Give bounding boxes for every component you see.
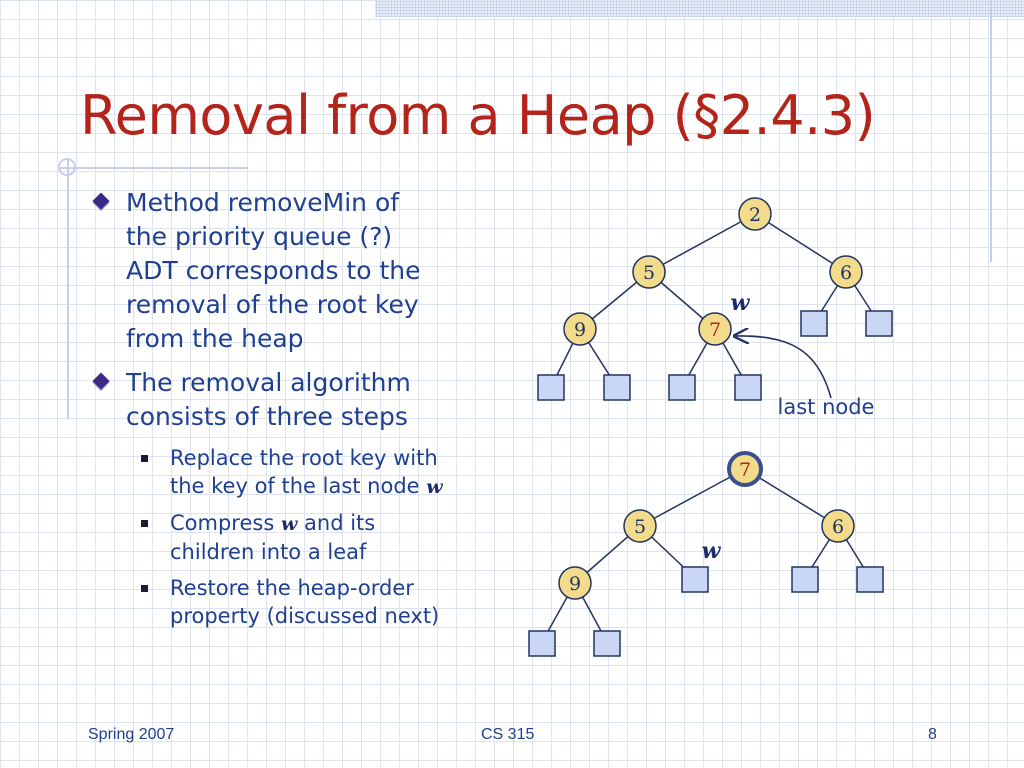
node-key: 6	[839, 262, 853, 284]
node-key: 2	[748, 204, 762, 226]
variable-w: w	[280, 513, 298, 535]
sub-bullet-line: Restore the heap-order	[170, 576, 414, 600]
empty-leaf-node	[792, 567, 818, 592]
node-key: 7	[708, 319, 722, 341]
variable-w: w	[426, 476, 443, 498]
bullet-line: the priority queue (?)	[126, 222, 393, 251]
bullet-line: ADT corresponds to the	[126, 256, 421, 285]
sub-bullet-line: children into a leaf	[170, 540, 367, 564]
node-key: 6	[831, 516, 845, 538]
footer-page-number: 8	[928, 726, 937, 743]
empty-leaf-node	[682, 567, 708, 592]
empty-leaf-node	[735, 375, 761, 400]
bullet-line: The removal algorithm	[126, 368, 411, 397]
empty-leaf-node	[857, 567, 883, 592]
sub-bullet-line: Replace the root key with	[170, 446, 438, 470]
w-marker-label: w	[701, 538, 721, 564]
sub-bullet-line: property (discussed next)	[170, 604, 440, 628]
sub-bullet-line: the key of the last node w	[170, 474, 443, 498]
empty-leaf-node	[801, 311, 827, 336]
footer-course: CS 315	[481, 726, 535, 743]
node-key: 5	[633, 516, 647, 538]
top-heap-tree	[551, 214, 879, 387]
bullet-line: Method removeMin of	[126, 188, 400, 217]
node-key: 7	[738, 459, 752, 481]
sub-bullet-line: Compress w and its	[170, 511, 376, 535]
empty-leaf-node	[538, 375, 564, 400]
slide-title: Removal from a Heap (§2.4.3)	[80, 84, 876, 147]
last-node-label: last node	[777, 395, 875, 419]
empty-leaf-node	[604, 375, 630, 400]
bullet-line: consists of three steps	[126, 402, 408, 431]
empty-leaf-node	[529, 631, 555, 656]
empty-leaf-node	[594, 631, 620, 656]
node-key: 9	[573, 319, 587, 341]
footer-date: Spring 2007	[88, 726, 175, 743]
empty-leaf-node	[669, 375, 695, 400]
node-key: 9	[568, 573, 582, 595]
bullet-line: removal of the root key	[126, 290, 419, 319]
node-key: 5	[642, 262, 656, 284]
empty-leaf-node	[866, 311, 892, 336]
tree-edge	[649, 214, 755, 272]
bullet-line: from the heap	[126, 324, 304, 353]
w-marker-label: w	[730, 290, 750, 316]
